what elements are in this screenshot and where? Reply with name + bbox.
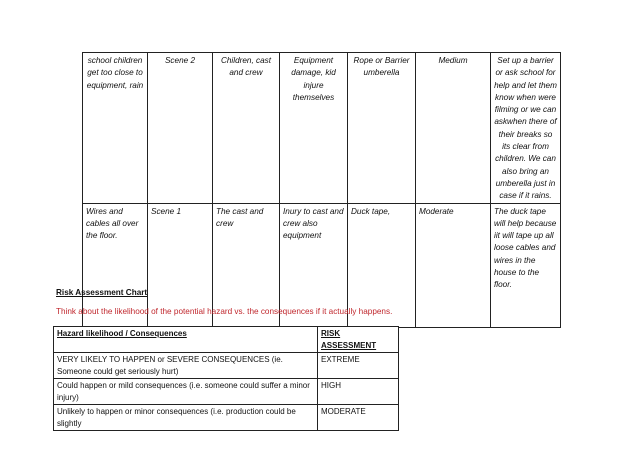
risk-chart-intro: Think about the likelihood of the potential hazard vs. the consequences if it actually happens. [56,307,393,316]
table-row [54,353,399,379]
assessment-cell: MODERATE [318,405,399,431]
level-cell: Medium [416,53,491,204]
control-cell: Rope or Barrier umberella [348,53,416,204]
table-header-row [54,327,399,353]
likelihood-cell: VERY LIKELY TO HAPPEN or SEVERE CONSEQUENCES (ie. Someone could get seriously hurt) [54,353,318,379]
likelihood-cell: Could happen or mild consequences (i.e. someone could suffer a minor injury) [54,379,318,405]
level-cell: Moderate [416,203,491,327]
risk-assessment-table [53,326,399,431]
who-cell: The cast and crew [213,203,280,327]
scene-cell: Scene 1 [148,203,213,327]
table-row [83,53,561,204]
likelihood-cell: Unlikely to happen or minor consequences (i.e. production could be slightly [54,405,318,431]
hazard-cell: Wires and cables all over the floor. [83,203,148,327]
harm-cell: Equipment damage, kid injure themselves [280,53,348,204]
hazard-cell: school children get too close to equipment, rain [83,53,148,204]
action-cell: Set up a barrier or ask school for help and let them know when were filming or we can askwhen there of their breaks so its clear from children. We can also bring an umberella just in case if it rains. [491,53,561,204]
assessment-cell: EXTREME [318,353,399,379]
who-cell: Children, cast and crew [213,53,280,204]
harm-cell: Inury to cast and crew also equipment [280,203,348,327]
header-likelihood: Hazard likelihood / Consequences [54,327,318,353]
header-risk-assessment: RISK ASSESSMENT [318,327,399,353]
risk-chart-heading: Risk Assessment Chart [56,288,148,297]
table-row [54,379,399,405]
assessment-cell: HIGH [318,379,399,405]
risk-table [82,52,561,328]
scene-cell: Scene 2 [148,53,213,204]
table-row [54,405,399,431]
action-cell: The duck tape will help because iit will tape up all loose cables and wires in the house to the floor. [491,203,561,327]
control-cell: Duck tape, [348,203,416,327]
